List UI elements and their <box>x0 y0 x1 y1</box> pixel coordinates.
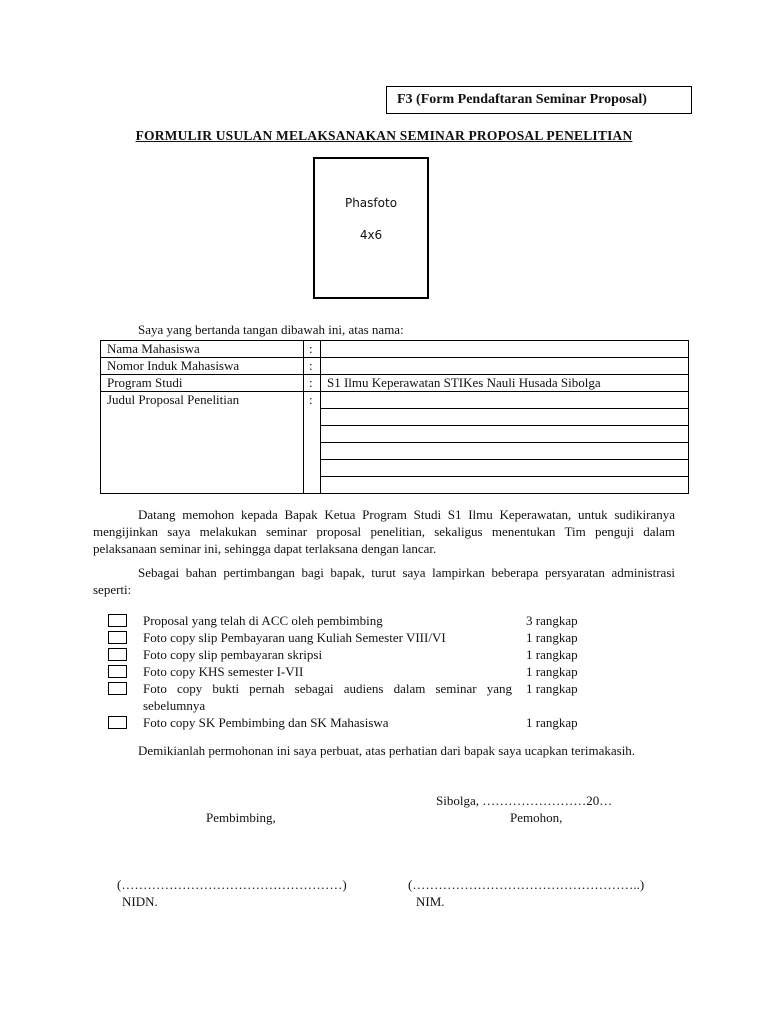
requirement-qty: 1 rangkap <box>526 647 578 662</box>
field-label-nama: Nama Mahasiswa <box>101 341 304 358</box>
photo-size: 4x6 <box>359 228 383 242</box>
requirement-qty: 1 rangkap <box>526 715 578 730</box>
checkbox[interactable] <box>108 631 127 644</box>
field-value-judul-line[interactable] <box>321 426 689 443</box>
checkbox[interactable] <box>108 614 127 627</box>
closing-paragraph: Demikianlah permohonan ini saya perbuat, atas perhatian dari bapak saya ucapkan terimakasih. <box>138 743 636 758</box>
attachment-paragraph: Sebagai bahan pertimbangan bagi bapak, turut saya lampirkan beberapa persyaratan administrasi seperti: <box>93 565 675 597</box>
request-paragraph: Datang memohon kepada Bapak Ketua Program Studi S1 Ilmu Keperawatan, untuk sudikiranya mengijinkan saya melakukan seminar proposal penelitian, sekaligus menentukan Tim penguji dalam pelaksanaan seminar ini, sehingga dapat terlaksana dengan lancar. <box>93 507 675 556</box>
field-colon: : <box>304 392 321 494</box>
list-item <box>106 629 596 646</box>
checkbox[interactable] <box>108 716 127 729</box>
field-label-judul: Judul Proposal Penelitian <box>101 392 304 494</box>
checkbox[interactable] <box>108 665 127 678</box>
field-label-nim: Nomor Induk Mahasiswa <box>101 358 304 375</box>
requirement-qty: 1 rangkap <box>526 681 578 696</box>
applicant-id-label: NIM. <box>416 894 445 909</box>
list-item <box>106 714 596 731</box>
requirement-qty: 1 rangkap <box>526 630 578 645</box>
field-colon: : <box>304 375 321 392</box>
table-row <box>101 341 689 358</box>
list-item <box>106 646 596 663</box>
field-colon: : <box>304 341 321 358</box>
advisor-id-label: NIDN. <box>122 894 158 909</box>
field-value-nama[interactable] <box>321 341 689 358</box>
requirements-list <box>106 612 596 731</box>
list-item <box>106 612 596 629</box>
form-code-box: F3 (Form Pendaftaran Seminar Proposal) <box>386 86 692 114</box>
advisor-name-line: (……………………………………………) <box>117 877 347 892</box>
requirement-qty: 3 rangkap <box>526 613 578 628</box>
field-value-judul-line[interactable] <box>321 477 689 494</box>
requirement-text: Foto copy KHS semester I-VII <box>143 664 304 679</box>
field-value-nim[interactable] <box>321 358 689 375</box>
place-date: Sibolga, ……………………20… <box>436 793 613 808</box>
checkbox[interactable] <box>108 648 127 661</box>
requirement-text: Foto copy SK Pembimbing dan SK Mahasiswa <box>143 715 389 730</box>
photo-placeholder <box>313 157 429 299</box>
list-item <box>106 663 596 680</box>
requirement-text: Proposal yang telah di ACC oleh pembimbing <box>143 613 383 628</box>
field-label-prodi: Program Studi <box>101 375 304 392</box>
requirement-text: Foto copy slip pembayaran skripsi <box>143 647 323 662</box>
table-row <box>101 392 689 409</box>
applicant-name-line: (……………………………………………..) <box>408 877 645 892</box>
field-value-judul-line[interactable] <box>321 409 689 426</box>
requirement-qty: 1 rangkap <box>526 664 578 679</box>
field-colon: : <box>304 358 321 375</box>
list-item <box>106 680 596 714</box>
applicant-role: Pemohon, <box>510 810 563 825</box>
table-row <box>101 375 689 392</box>
intro-text: Saya yang bertanda tangan dibawah ini, atas nama: <box>138 322 404 337</box>
field-value-judul-line[interactable] <box>321 392 689 409</box>
field-value-prodi: S1 Ilmu Keperawatan STIKes Nauli Husada Sibolga <box>321 375 689 392</box>
requirement-text: Foto copy bukti pernah sebagai audiens dalam seminar yang sebelumnya <box>143 681 512 713</box>
field-value-judul-line[interactable] <box>321 443 689 460</box>
advisor-role: Pembimbing, <box>206 810 276 825</box>
photo-label: Phasfoto <box>344 196 398 210</box>
table-row <box>101 358 689 375</box>
form-title: FORMULIR USULAN MELAKSANAKAN SEMINAR PROPOSAL PENELITIAN <box>135 128 633 143</box>
checkbox[interactable] <box>108 682 127 695</box>
requirement-text: Foto copy slip Pembayaran uang Kuliah Semester VIII/VI <box>143 630 446 645</box>
field-value-judul-line[interactable] <box>321 460 689 477</box>
identity-table <box>100 340 689 494</box>
